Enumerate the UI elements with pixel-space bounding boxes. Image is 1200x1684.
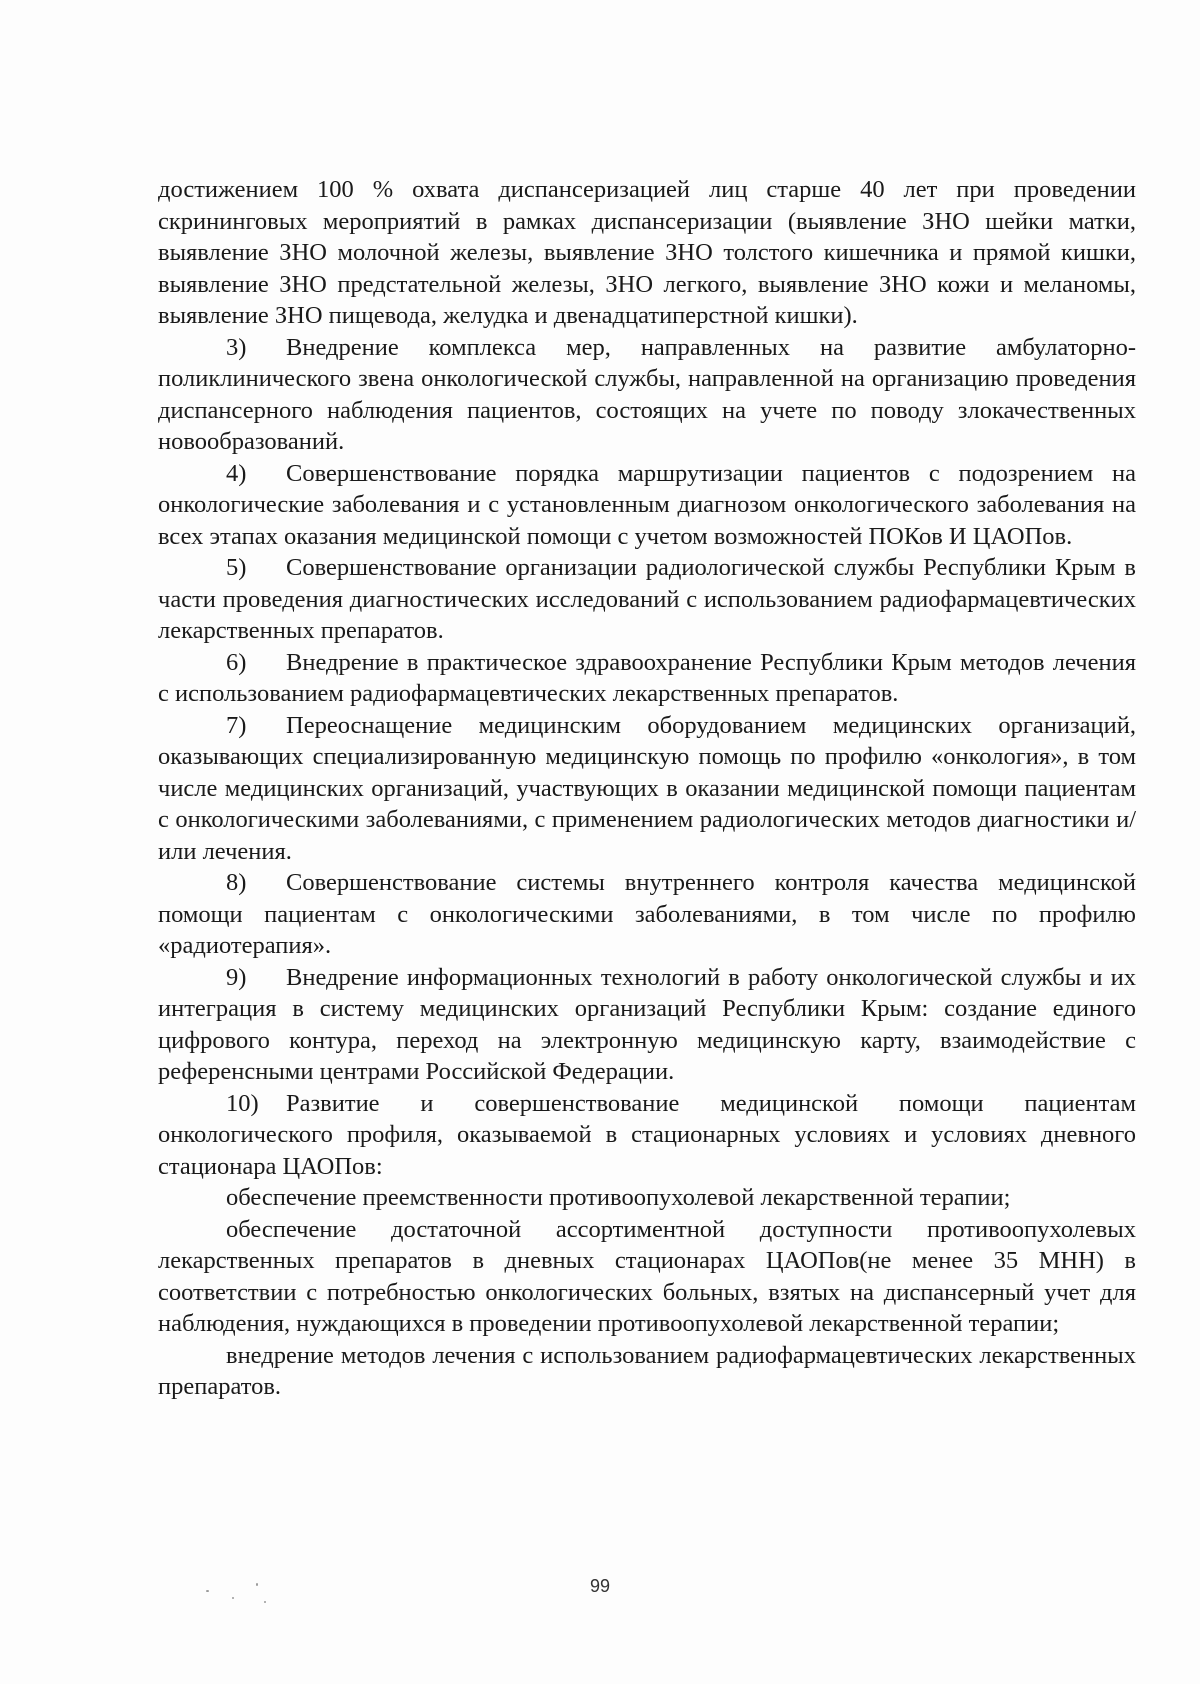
list-item-text: Совершенствование организации радиологической службы Республики Крым в части проведения диагностических исследований с использованием радиофармацевтических лекарственных препаратов. <box>158 554 1136 644</box>
list-item-text: Внедрение комплекса мер, направленных на развитие амбулаторно-поликлинического звена онкологической службы, направленной на организацию проведения диспансерного наблюдения пациентов, состоящих на учете по поводу злокачественных новообразований. <box>158 333 1136 455</box>
sub-item-continuity: обеспечение преемственности противоопухолевой лекарственной терапии; <box>226 1184 1011 1211</box>
sub-item-availability: обеспечение достаточной ассортиментной доступности противоопухолевых лекарственных препаратов в дневных стационарах ЦАОПов(не менее 35 МНН) в соответствии с потребностью онкологических больных, взятых на диспансерный учет для наблюдения, нуждающихся в проведении противоопухолевой лекарственной терапии; <box>158 1215 1136 1337</box>
scan-speck <box>264 1601 266 1603</box>
list-item-number: 8) <box>226 869 247 896</box>
list-item-text: Развитие и совершенствование медицинской помощи пациентам онкологического профиля, оказываемой в стационарных условиях и условиях дневного стационара ЦАОПов: <box>158 1089 1136 1180</box>
list-item-7 <box>158 710 1136 868</box>
list-item-number: 7) <box>226 711 247 739</box>
list-item-text: Внедрение информационных технологий в работу онкологической службы и их интеграция в систему медицинских организаций Республики Крым: создание единого цифрового контура, переход на электронную медицинскую карту, взаимодействие с референсными центрами Российской Федерации. <box>158 963 1136 1085</box>
sub-item-radiopharm: внедрение методов лечения с использованием радиофармацевтических лекарственных препаратов. <box>158 1341 1136 1400</box>
list-item-10 <box>158 1088 1136 1183</box>
scan-speck <box>206 1590 209 1592</box>
list-item-text: Переоснащение медицинским оборудованием медицинских организаций, оказывающих специализированную медицинскую помощь по профилю «онкология», в том числе медицинских организаций, участвующих в оказании медицинской помощи пациентам с онкологическими заболеваниями, с применением радиологических методов диагностики и/или лечения. <box>158 711 1136 865</box>
list-item-6 <box>158 647 1136 710</box>
list-item-text: Совершенствование порядка маршрутизации пациентов с подозрением на онкологические заболевания и с установленным диагнозом онкологического заболевания на всех этапах оказания медицинской помощи с учетом возможностей ПОКов И ЦАОПов. <box>158 459 1136 550</box>
list-item-8 <box>158 867 1136 962</box>
paragraph-continuation: достижением 100 % охвата диспансеризацией лиц старше 40 лет при проведении скрининговых мероприятий в рамках диспансеризации (выявление ЗНО шейки матки, выявление ЗНО молочной железы, выявление ЗНО толстого кишечника и прямой кишки, выявление ЗНО предстательной железы, ЗНО легкого, выявление ЗНО кожи и меланомы, выявление ЗНО пищевода, желудка и двенадцатиперстной кишки). <box>158 176 1136 329</box>
list-item-text: Совершенствование системы внутреннего контроля качества медицинской помощи пациентам с онкологическими заболеваниями, в том числе по профилю «радиотерапия». <box>158 869 1136 959</box>
scan-speck <box>232 1597 234 1599</box>
list-item-number: 9) <box>226 963 247 991</box>
list-item-number: 10) <box>226 1089 259 1117</box>
list-item-number: 3) <box>226 333 247 361</box>
list-item-number: 4) <box>226 459 247 487</box>
list-item-3 <box>158 332 1136 458</box>
list-item-9 <box>158 962 1136 1088</box>
list-item-5 <box>158 552 1136 647</box>
page-number: 99 <box>589 1576 611 1596</box>
list-item-text: Внедрение в практическое здравоохранение Республики Крым методов лечения с использованием радиофармацевтических лекарственных препаратов. <box>158 648 1136 707</box>
document-body <box>158 174 1136 1403</box>
list-item-4 <box>158 458 1136 553</box>
list-item-number: 5) <box>226 554 247 581</box>
list-item-number: 6) <box>226 648 247 676</box>
scan-speck <box>256 1583 258 1586</box>
